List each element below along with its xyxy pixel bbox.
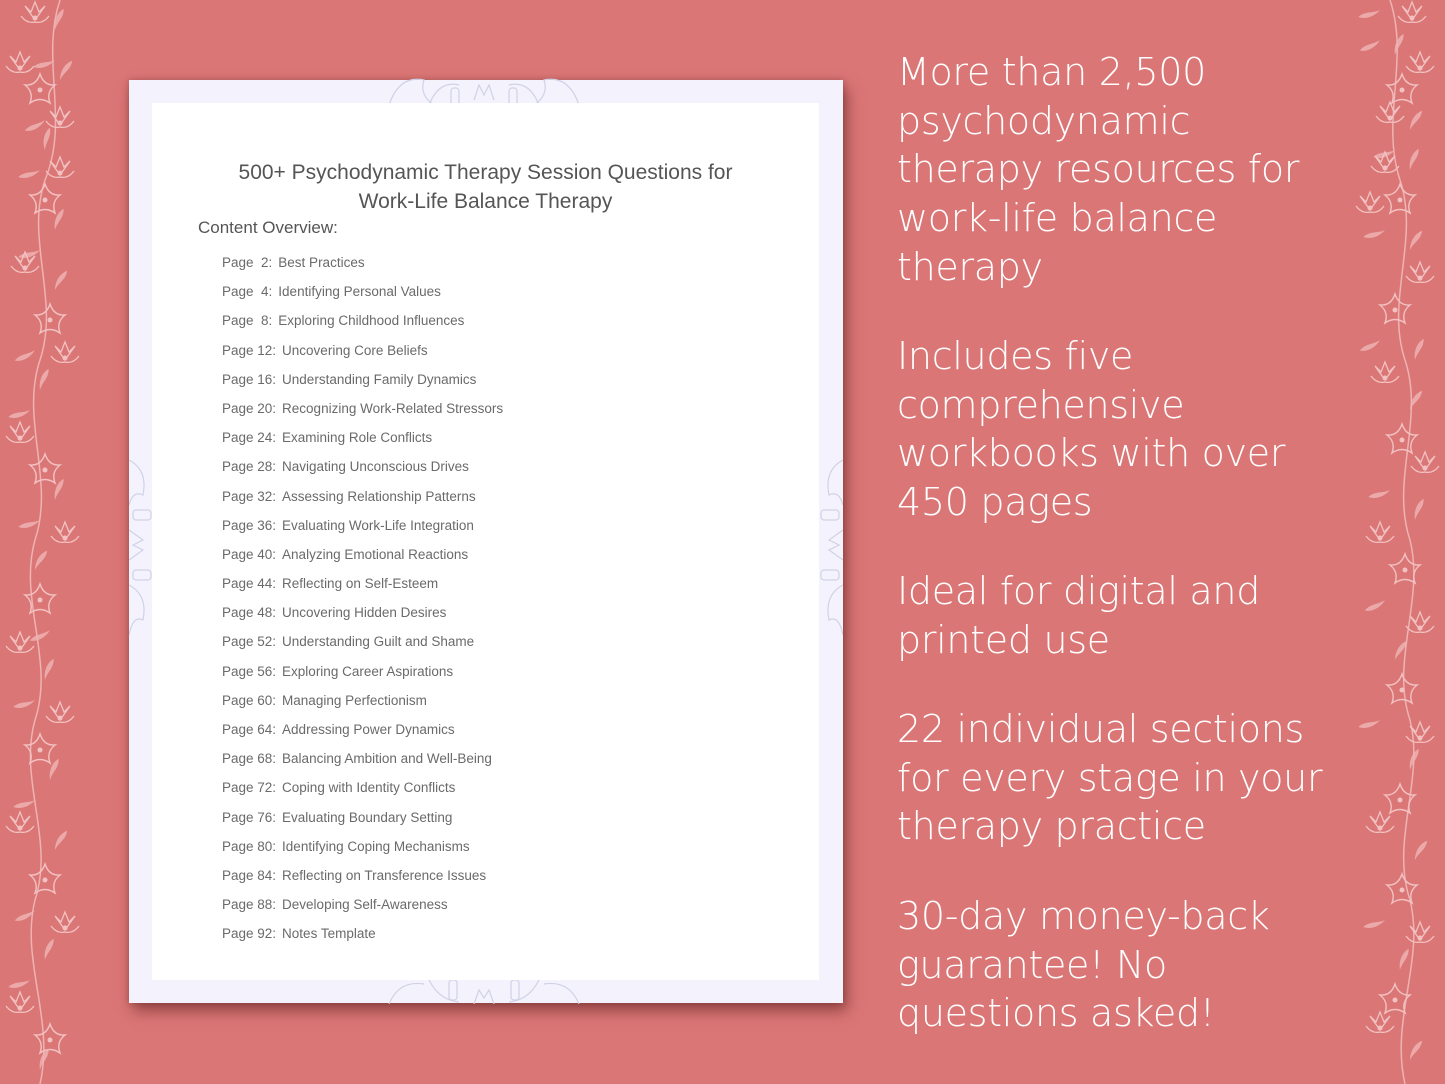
feature-digital-printed [897,567,1260,664]
toc-item [222,401,503,430]
toc-item [222,664,503,693]
mandala-left-icon [129,450,153,640]
toc-item [222,518,503,547]
toc-item [222,372,503,401]
document-title [152,158,819,216]
toc-topic: Identifying Personal Values [278,284,441,300]
feature-workbooks [897,332,1285,527]
toc-topic: Addressing Power Dynamics [282,722,455,737]
toc-item [222,722,503,751]
toc-topic: Examining Role Conflicts [282,430,433,446]
feature-line: Ideal for digital and [897,569,1261,613]
toc-topic: Coping with Identity Conflicts [282,780,456,796]
toc-item [222,780,503,809]
feature-line: therapy resources for [897,147,1300,192]
toc-item [222,693,503,722]
toc-topic: Understanding Family Dynamics [282,371,477,387]
toc-topic: Understanding Guilt and Shame [282,634,475,650]
toc-topic: Assessing Relationship Patterns [282,488,476,504]
toc-page-number: Page 84: [222,867,277,883]
toc-item [222,634,503,663]
toc-page-number: Page 72: [222,780,277,796]
feature-line: More than 2,500 [897,50,1207,94]
toc-page-number: Page 76: [222,809,277,825]
feature-line: Includes five [897,334,1134,378]
toc-topic: Reflecting on Transference Issues [282,867,487,883]
feature-line: work-life balance [897,196,1218,241]
feature-guarantee [897,892,1270,1038]
toc-page-number: Page 64: [222,722,277,737]
toc-item [222,751,503,780]
feature-line: questions asked! [897,991,1215,1036]
toc-item [222,430,503,459]
feature-line: psychodynamic [897,98,1191,143]
toc-topic: Recognizing Work-Related Stressors [282,400,504,416]
feature-line: 22 individual sections [897,707,1304,751]
toc-page-number: Page 20: [222,400,277,416]
feature-line: guarantee! No [897,942,1167,987]
toc-page-number: Page 44: [222,576,277,592]
document-page [129,80,843,1003]
toc-page-number: Page 40: [222,546,277,562]
toc-topic: Developing Self-Awareness [282,897,448,913]
content-overview-label: Content Overview: [198,218,338,237]
toc-page-number: Page 80: [222,838,277,854]
feature-line: 450 pages [897,480,1093,525]
toc-topic: Uncovering Hidden Desires [282,605,447,621]
toc-item [222,547,503,576]
toc-item [222,489,503,518]
toc-item [222,868,503,897]
toc-page-number: Page 32: [222,488,277,504]
feature-line: 30-day money-back [897,894,1270,938]
toc-page-number: Page 92: [222,926,277,942]
toc-topic: Reflecting on Self-Esteem [282,576,439,592]
toc-topic: Evaluating Work-Life Integration [282,517,474,533]
document-title-line-1: 500+ Psychodynamic Therapy Session Questions for [238,161,733,184]
toc-topic: Evaluating Boundary Setting [282,809,453,825]
toc-topic: Best Practices [278,255,365,270]
toc-item [222,810,503,839]
toc-page-number: Page 48: [222,605,277,621]
toc-topic: Navigating Unconscious Drives [282,459,469,475]
toc-topic: Managing Perfectionism [282,692,427,708]
toc-page-number: Page 12: [222,342,277,358]
toc-item [222,255,503,284]
toc-page-number: Page 68: [222,751,277,767]
toc-item [222,459,503,488]
feature-sections [897,705,1322,851]
toc-page-number: Page 28: [222,459,277,475]
toc-topic: Balancing Ambition and Well-Being [282,751,492,767]
mandala-right-icon [819,450,843,640]
floral-vine-left-icon [0,0,110,1084]
feature-line: workbooks with over [897,431,1286,476]
toc-page-number: Page 8: [222,313,273,329]
toc-item [222,926,503,955]
toc-page-number: Page 2: [222,255,273,270]
toc-item [222,605,503,634]
document-title-line-2: Work-Life Balance Therapy [358,190,613,213]
toc-item [222,284,503,313]
feature-line: therapy practice [897,804,1206,849]
toc-page-number: Page 36: [222,517,277,533]
toc-topic: Notes Template [282,926,376,942]
toc-page-number: Page 4: [222,284,273,300]
toc-item [222,313,503,342]
toc-item [222,897,503,926]
toc-item [222,839,503,868]
toc-page-number: Page 52: [222,634,277,650]
toc-page-number: Page 24: [222,430,277,446]
feature-line: printed use [897,617,1110,662]
toc-item [222,343,503,372]
feature-line: for every stage in your [897,755,1323,800]
toc-page-number: Page 16: [222,371,277,387]
toc-topic: Analyzing Emotional Reactions [282,546,469,562]
document-sheet [152,103,819,980]
toc-topic: Identifying Coping Mechanisms [282,838,470,854]
table-of-contents [222,255,503,956]
toc-item [222,576,503,605]
mandala-bottom-icon [379,980,589,1004]
feature-line: therapy [897,244,1043,289]
toc-page-number: Page 88: [222,897,277,913]
toc-topic: Exploring Career Aspirations [282,663,454,679]
toc-topic: Exploring Childhood Influences [278,313,465,329]
toc-page-number: Page 60: [222,692,277,708]
toc-topic: Uncovering Core Beliefs [282,342,428,358]
feature-resources [897,48,1299,292]
toc-page-number: Page 56: [222,663,277,679]
floral-vine-right-icon [1340,0,1445,1084]
feature-line: comprehensive [897,382,1185,427]
